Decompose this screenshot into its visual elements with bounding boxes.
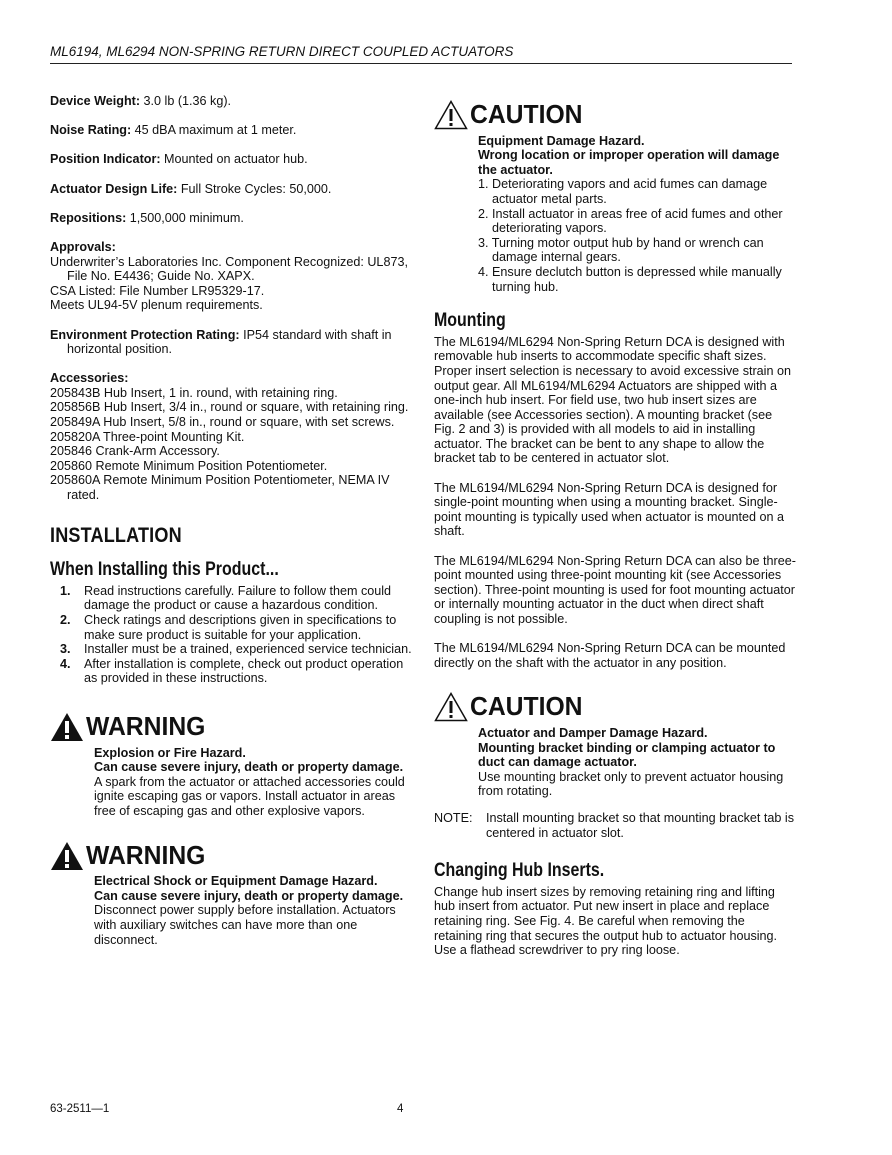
accessories-section — [50, 371, 412, 502]
hazard-text: Equipment Damage Hazard. — [478, 133, 645, 148]
note — [434, 811, 796, 840]
list-item: 4. After installation is complete, check out product operation as provided in these instructions. — [60, 656, 404, 686]
caution-triangle-outline-icon — [434, 692, 470, 726]
caution-title: CAUTION — [470, 99, 583, 129]
hazard-text: Actuator and Damper Damage Hazard. — [478, 725, 708, 740]
consequence-text: Wrong location or improper operation will damage the actuator. — [478, 148, 780, 177]
warning-triangle-filled-icon — [50, 712, 86, 746]
installation-steps — [50, 584, 412, 686]
note-text: Install mounting bracket so that mounting bracket tab is centered in actuator slot. — [486, 810, 795, 840]
list-item: 2. Install actuator in areas free of acid fumes and other deteriorating vapors. — [478, 206, 783, 236]
hazard-text: Electrical Shock or Equipment Damage Hazard. — [94, 874, 378, 889]
mounting-paragraph: The ML6194/ML6294 Non-Spring Return DCA is designed with removable hub inserts to accommodate specific shaft sizes. Proper insert selection is necessary to avoid excessive strain on output gear. All ML6194/ML6294 Actuators are shipped with a one-inch hub insert. For field use, two hub insert sizes are available (see Accessories section). A mounting bracket (see Fig. 2 and 3) is provided with all models to aid in installing actuator. The bracket can be bent to any shape to allow the bracket tab to be centered in actuator slot. — [434, 334, 791, 466]
caution-body: Use mounting bracket only to prevent actuator housing from rotating. — [478, 769, 784, 799]
mounting-heading: Mounting — [434, 310, 506, 332]
environment-rating: Environment Protection Rating: IP54 standard with shaft in horizontal position. — [50, 327, 392, 357]
caution-title: CAUTION — [470, 691, 583, 722]
spec-device-weight: Device Weight: 3.0 lb (1.36 kg). — [50, 94, 232, 108]
approvals-label: Approvals: — [50, 239, 116, 254]
approval-line: CSA Listed: File Number LR95329-17. — [50, 283, 265, 298]
warning-body: Disconnect power supply before installation. Actuators with auxiliary switches can have more than one disconnect. — [94, 903, 396, 947]
page-number: 4 — [397, 1103, 404, 1115]
spec-position-indicator: Position Indicator: Mounted on actuator hub. — [50, 152, 308, 167]
accessories-label: Accessories: — [50, 371, 129, 386]
warning-body: A spark from the actuator or attached accessories could ignite escaping gas or vapors. Install actuator in areas free of escaping gas and other explosive vapors. — [94, 774, 405, 818]
list-item: 4. Ensure declutch button is depressed while manually turning hub. — [478, 264, 782, 294]
accessory-item: 205860 Remote Minimum Position Potentiometer. — [50, 458, 328, 473]
list-item: 1. Deteriorating vapors and acid fumes can damage actuator metal parts. — [478, 177, 768, 206]
warning-title: WARNING — [86, 710, 206, 741]
right-column — [434, 100, 796, 972]
warning-triangle-filled-icon — [50, 841, 86, 875]
warning-title: WARNING — [86, 839, 206, 870]
hub-paragraph: Change hub insert sizes by removing retaining ring and lifting hub insert from actuator. Put new insert in place and replace retaining ring. See Fig. 4. Be careful when removing the retaining ring that secures the output hub to actuator housing. Use a flathead screwdriver to pry ring loose. — [434, 884, 778, 958]
spec-repositions: Repositions: 1,500,000 minimum. — [50, 210, 244, 225]
hazard-text: Explosion or Fire Hazard. — [94, 745, 246, 760]
list-item: 2. Check ratings and descriptions given in specifications to make sure product is suitable for your application. — [60, 613, 397, 642]
left-column — [50, 94, 412, 947]
running-header: ML6194, ML6294 NON-SPRING RETURN DIRECT COUPLED ACTUATORS — [50, 44, 792, 64]
consequence-text: Can cause severe injury, death or property damage. — [94, 888, 404, 903]
caution-triangle-outline-icon — [434, 100, 470, 134]
mounting-paragraph: The ML6194/ML6294 Non-Spring Return DCA can also be three-point mounted using three-point mounting kit (see Accessories section). Three-point mounting is used for foot mounting actuator or internally mounting actuator in the duct when direct shaft coupling is not possible. — [434, 553, 796, 626]
installation-heading: INSTALLATION — [50, 523, 182, 547]
list-item: 3. Turning motor output hub by hand or wrench can damage internal gears. — [478, 235, 764, 265]
list-item: 1. Read instructions carefully. Failure to follow them could damage the product or cause a hazardous condition. — [60, 583, 392, 613]
warning-explosion — [50, 712, 412, 819]
installing-subheading: When Installing this Product... — [50, 559, 279, 581]
approvals-section — [50, 240, 412, 313]
spec-noise-rating: Noise Rating: 45 dBA maximum at 1 meter. — [50, 123, 297, 138]
list-item: 3. Installer must be a trained, experienced service technician. — [60, 642, 412, 657]
mounting-paragraph: The ML6194/ML6294 Non-Spring Return DCA is designed for single-point mounting when using a mounting bracket. Single-point mounting is typically used when actuator is mounted on a shaft. — [434, 480, 785, 539]
note-label: NOTE: — [434, 810, 473, 825]
approval-line: Meets UL94-5V plenum requirements. — [50, 298, 263, 313]
mounting-paragraph: The ML6194/ML6294 Non-Spring Return DCA can be mounted directly on the shaft with the actuator in any position. — [434, 641, 786, 670]
accessory-item: 205849A Hub Insert, 5/8 in., round or square, with set screws. — [50, 415, 395, 430]
warning-electrical — [50, 841, 412, 948]
hub-heading: Changing Hub Inserts. — [434, 860, 605, 882]
accessory-item: 205860A Remote Minimum Position Potentiometer, NEMA IV rated. — [50, 473, 390, 503]
caution-damper — [434, 692, 796, 799]
accessory-item: 205856B Hub Insert, 3/4 in., round or square, with retaining ring. — [50, 400, 409, 415]
doc-number: 63-2511—1 — [50, 1103, 110, 1115]
caution-list — [478, 177, 796, 294]
approval-line: Underwriter’s Laboratories Inc. Component Recognized: UL873, File No. E4436; Guide No. XAPX. — [50, 254, 408, 284]
accessory-item: 205843B Hub Insert, 1 in. round, with retaining ring. — [50, 385, 338, 400]
accessory-item: 205820A Three-point Mounting Kit. — [50, 429, 245, 444]
accessory-item: 205846 Crank-Arm Accessory. — [50, 444, 220, 459]
consequence-text: Can cause severe injury, death or property damage. — [94, 760, 404, 775]
spec-design-life: Actuator Design Life: Full Stroke Cycles: 50,000. — [50, 181, 332, 196]
caution-equipment — [434, 100, 796, 294]
consequence-text: Mounting bracket binding or clamping actuator to duct can damage actuator. — [478, 740, 776, 770]
